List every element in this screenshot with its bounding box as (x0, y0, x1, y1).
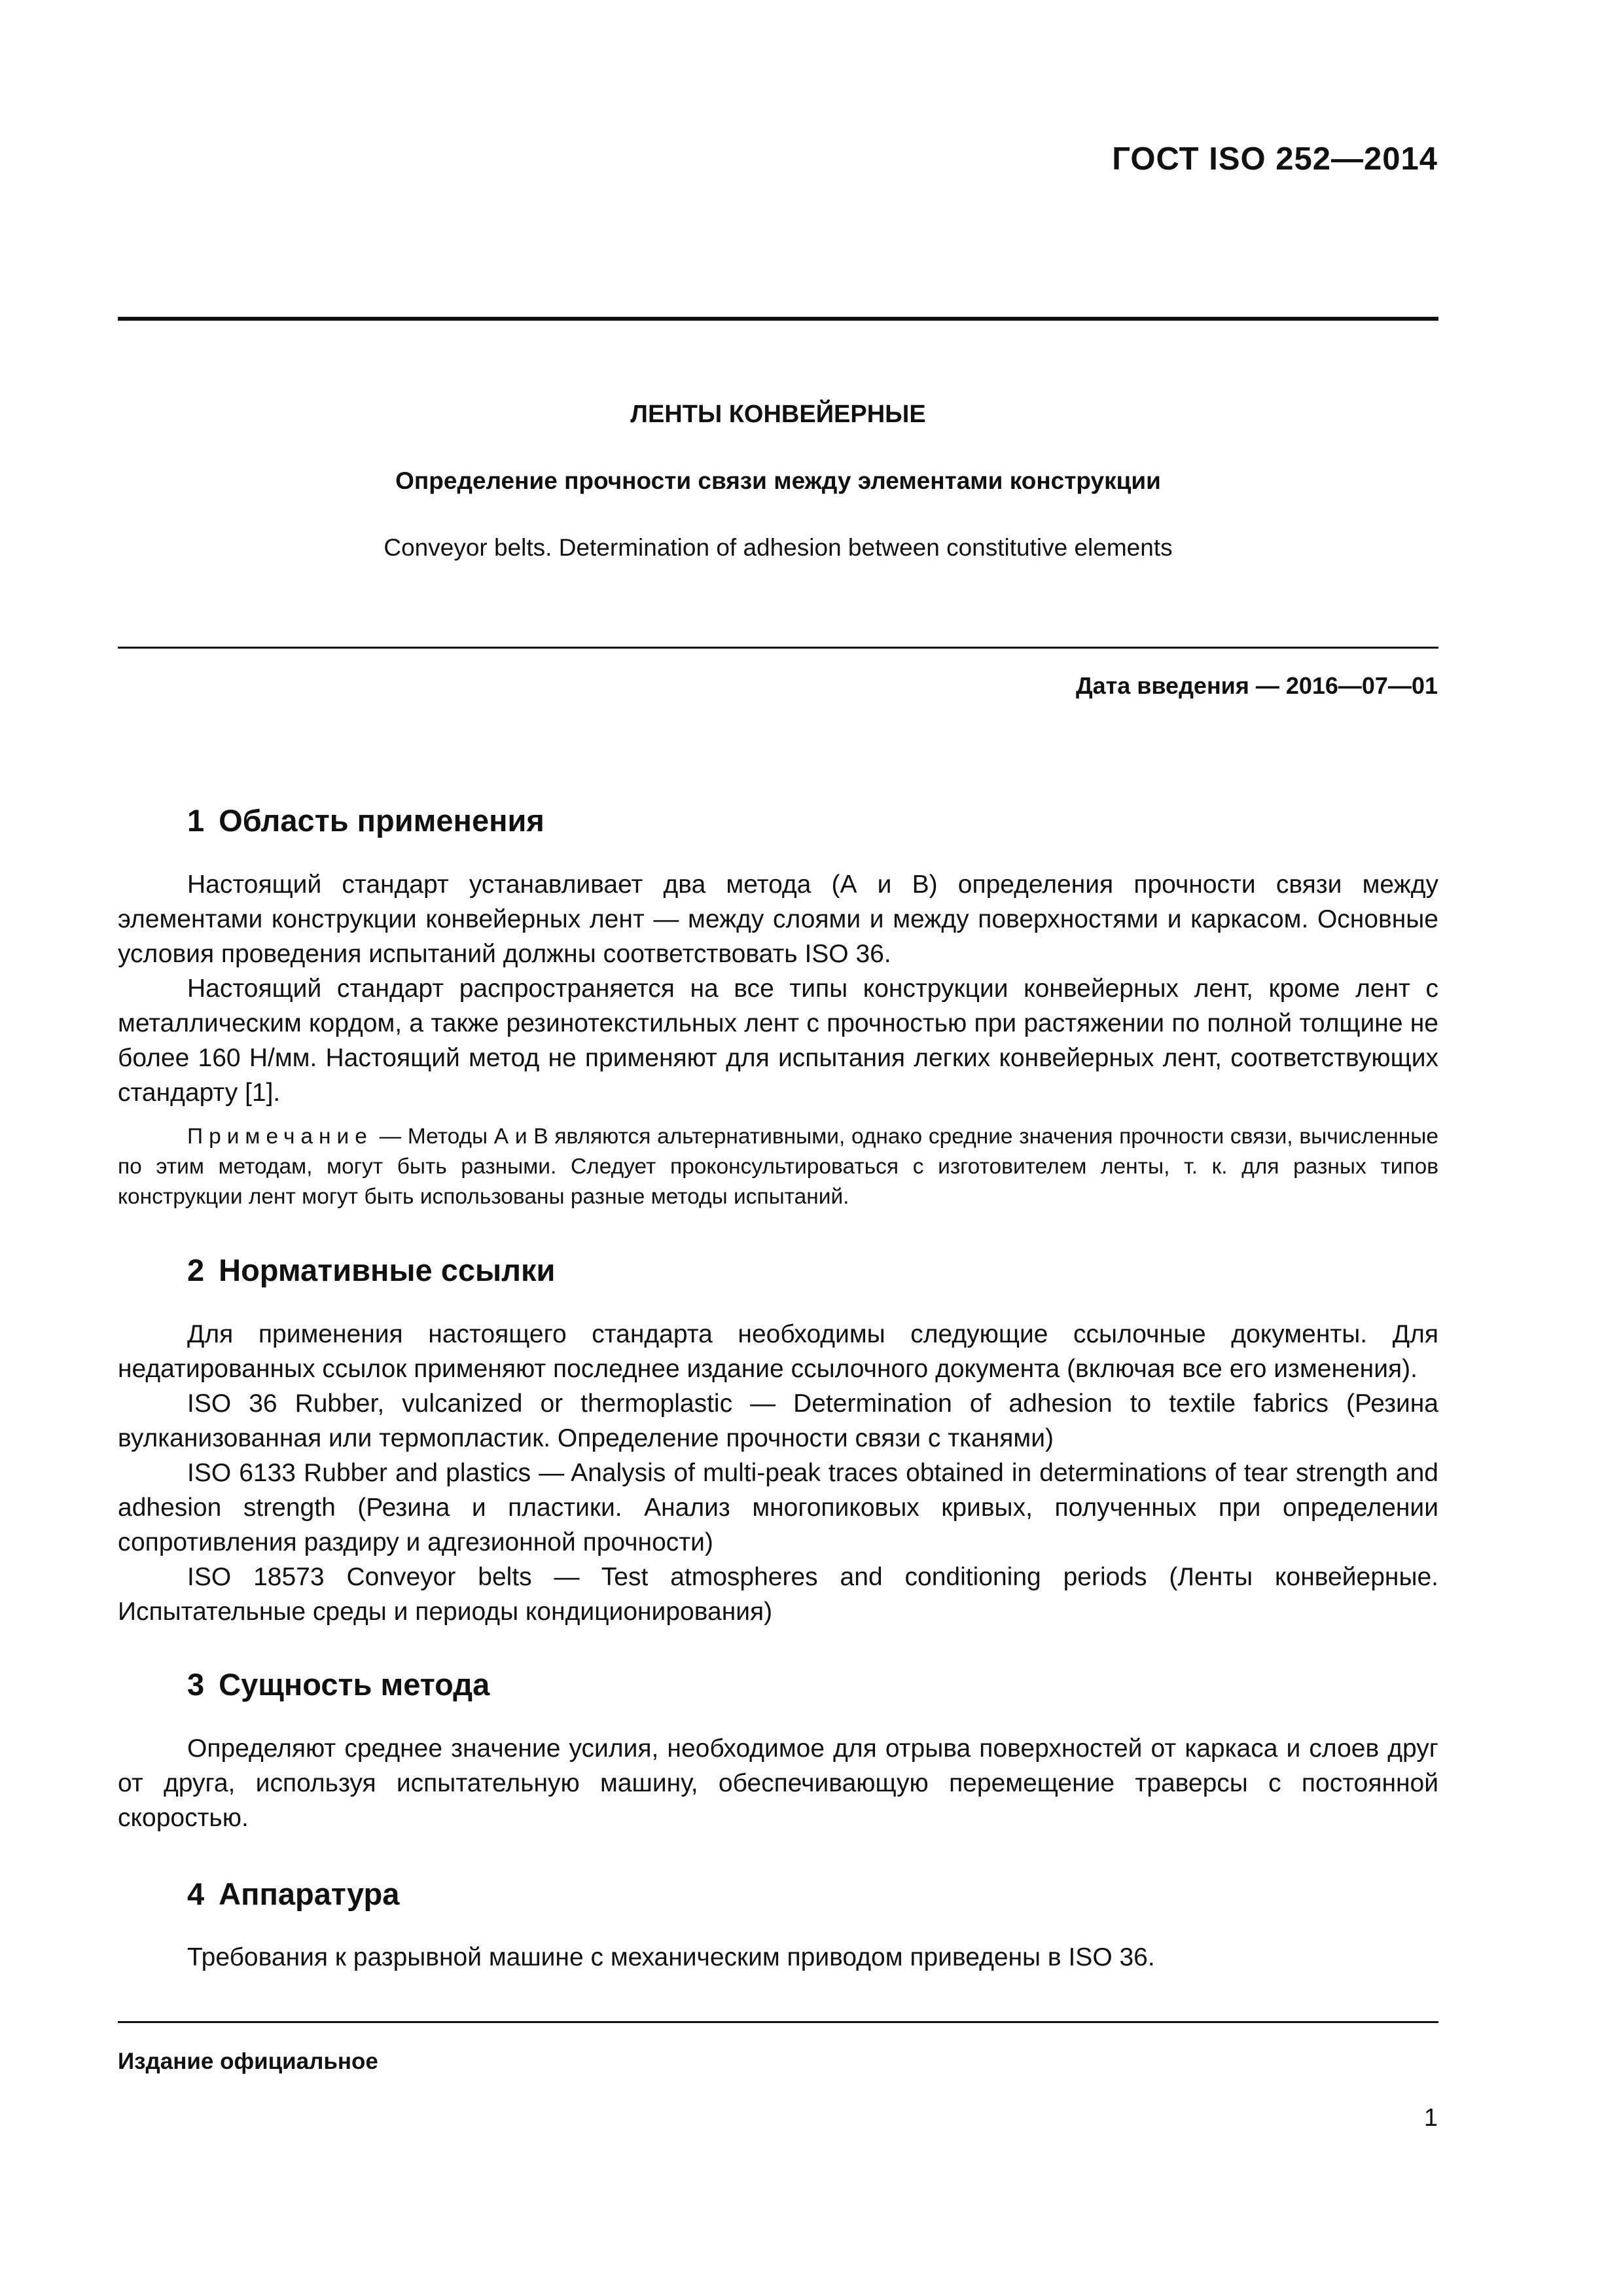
section-heading-1 (187, 802, 544, 838)
note-label: Примечание (187, 1124, 373, 1149)
section-number: 2 (187, 1253, 205, 1287)
section-number: 3 (187, 1667, 205, 1702)
section-1-body (118, 867, 1438, 1110)
paragraph: Требования к разрывной машине с механическим приводом приведены в ISO 36. (187, 1943, 1155, 1971)
official-edition-label: Издание официальное (118, 2049, 378, 2074)
section-4-body (118, 1940, 1438, 1975)
section-3-body (118, 1731, 1438, 1835)
document-title: ЛЕНТЫ КОНВЕЙЕРНЫЕ (630, 401, 926, 428)
page-number: 1 (1423, 2104, 1438, 2132)
section-number: 4 (187, 1876, 205, 1911)
section-number: 1 (187, 803, 205, 838)
paragraph: Настоящий стандарт распространяется на все типы конструкции конвейерных лент, кроме лент с металлическим кордом, а также резинотекстильных лент с прочностью при растяжении по полной толщине не более 160 Н/мм. Настоящий метод не применяют для испытания легких конвейерных лент, соответствующих стандарту [1]. (118, 975, 1438, 1107)
section-2-body (118, 1317, 1438, 1629)
paragraph: Для применения настоящего стандарта необходимы следующие ссылочные документы. Для недатированных ссылок применяют последнее издание ссылочного документа (включая все его изменения). (118, 1320, 1438, 1383)
document-subtitle: Определение прочности связи между элементами конструкции (395, 467, 1161, 494)
paragraph: ISO 36 Rubber, vulcanized or thermoplastic — Determination of adhesion to textile fabrics (Резина вулканизованная или термопластик. Определение прочности связи с тканями) (118, 1390, 1438, 1452)
section-title: Нормативные ссылки (219, 1253, 556, 1287)
note-text: — Методы А и В являются альтернативными, однако средние значения прочности связи, вычисленные по этим методам, могут быть разными. Следует проконсультироваться с изготовителем ленты, т. к. для разных типов конструкции лент могут быть использованы разные методы испытаний. (118, 1124, 1438, 1209)
section-1-note (118, 1122, 1438, 1212)
paragraph: ISO 6133 Rubber and plastics — Analysis of multi-peak traces obtained in determinations of tear strength and adhesion strength (Резина и пластики. Анализ многопиковых кривых, полученных при определении сопротивления раздиру и адгезионной прочности) (118, 1459, 1438, 1556)
title-rule (118, 647, 1438, 649)
section-title: Аппаратура (219, 1876, 400, 1911)
section-heading-4 (187, 1876, 399, 1912)
section-title: Сущность метода (219, 1667, 490, 1702)
standard-code: ГОСТ ISO 252—2014 (1112, 141, 1438, 177)
section-heading-3 (187, 1666, 490, 1702)
paragraph: Настоящий стандарт устанавливает два метода (А и В) определения прочности связи между элементами конструкции конвейерных лент — между слоями и между поверхностями и каркасом. Основные условия проведения испытаний должны соответствовать ISO 36. (118, 870, 1438, 968)
section-heading-2 (187, 1252, 555, 1288)
document-title-english: Conveyor belts. Determination of adhesion between constitutive elements (383, 534, 1173, 561)
section-title: Область применения (219, 803, 544, 838)
paragraph: ISO 18573 Conveyor belts — Test atmospheres and conditioning periods (Ленты конвейерные. Испытательные среды и периоды кондиционирования) (118, 1563, 1438, 1626)
introduction-date: Дата введения — 2016—07—01 (1075, 672, 1438, 699)
footer-rule (118, 2021, 1438, 2023)
paragraph: Определяют среднее значение усилия, необходимое для отрыва поверхностей от каркаса и слоев друг от друга, используя испытательную машину, обеспечивающую перемещение траверсы с постоянной скоростью. (118, 1734, 1438, 1832)
header-rule (118, 317, 1438, 321)
